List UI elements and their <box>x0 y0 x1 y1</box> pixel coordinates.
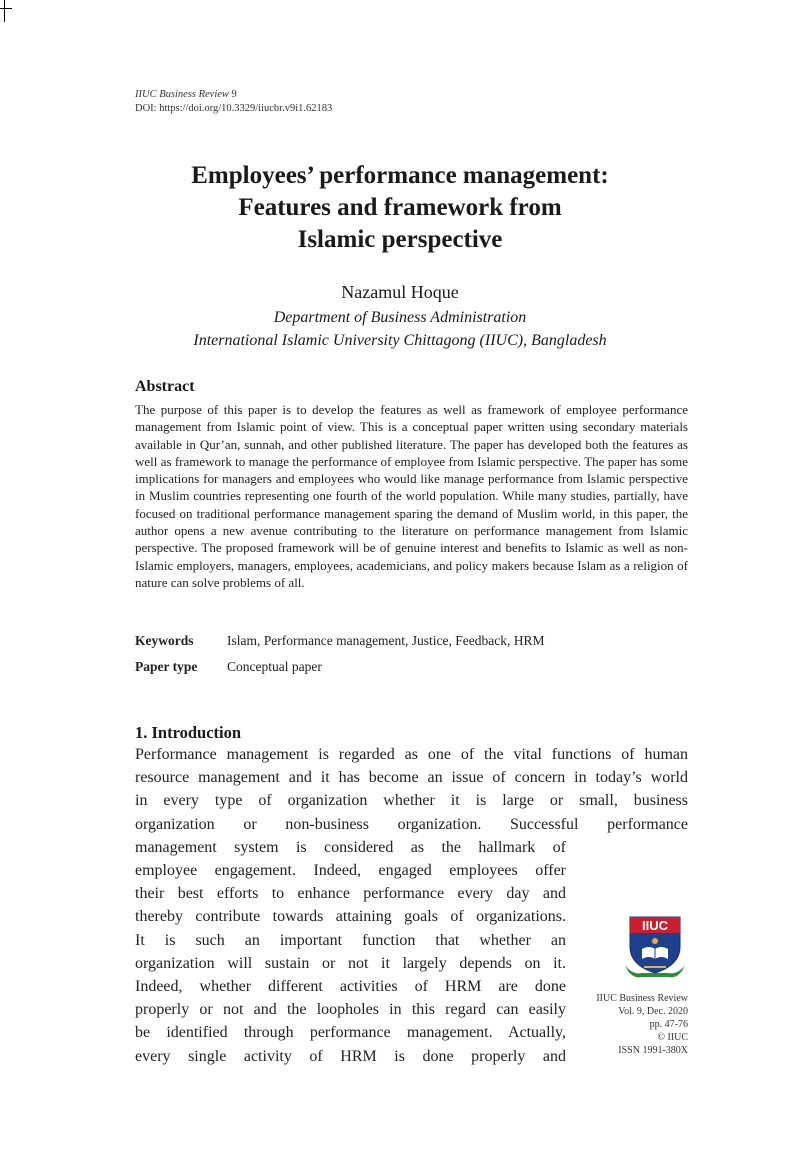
iiuc-logo <box>622 913 688 981</box>
title-line: Employees’ performance management: <box>191 162 609 189</box>
author-department: Department of Business Administration <box>273 309 527 326</box>
intro-line: management system is considered as the hallmark of <box>135 838 566 856</box>
keywords-value: Islam, Performance management, Justice, Feedback, HRM <box>227 633 545 648</box>
journal-info-sidebar <box>580 992 688 1057</box>
title-line: Features and framework from <box>238 194 562 221</box>
header-doi[interactable]: DOI: https://doi.org/10.3329/iiucbr.v9i1.62183 <box>135 103 333 114</box>
sidebar-volume: Vol. 9, Dec. 2020 <box>618 1006 688 1017</box>
logo-text: IIUC <box>642 918 668 933</box>
abstract-text: The purpose of this paper is to develop the features as well as framework of employee performance management from Islamic point of view. This is a conceptual paper written using secondary materials available in Qur’an, sunnah, and other published literature. The paper has developed both the features as well as framework to manage the performance of employee from Islamic perspective. The paper has some implications for managers and employees who would like manage performance from Islamic perspective in Muslim countries representing one fourth of the world population. While many studies, partially, have focused on traditional performance management sparing the demand of Muslim world, in this paper, the author opens a new avenue contributing to the literature on performance management from Islamic perspective. The proposed framework will be of genuine interest and benefits to Islamic as well as non-Islamic employers, managers, employees, academicians, and policy makers because Islam as a religion of nature can solve problems of all. <box>135 402 688 590</box>
sidebar-pages: pp. 47-76 <box>649 1019 688 1030</box>
abstract-heading: Abstract <box>135 378 195 395</box>
running-header <box>135 88 332 116</box>
author-university: International Islamic University Chittagong (IIUC), Bangladesh <box>193 332 607 349</box>
intro-line: organization will sustain or not it largely depends on it. <box>135 954 566 972</box>
intro-line: organization or non-business organization. Successful performance <box>135 815 688 833</box>
intro-line: be identified through performance management. Actually, <box>135 1024 566 1042</box>
intro-line: in every type of organization whether it is large or small, business <box>135 792 688 810</box>
paper-title <box>0 160 800 256</box>
intro-line: employee engagement. Indeed, engaged employees offer <box>135 862 566 880</box>
iiuc-shield-icon <box>622 913 688 981</box>
sidebar-issn: ISSN 1991-380X <box>618 1045 688 1056</box>
intro-line: every single activity of HRM is done properly and <box>135 1047 566 1065</box>
sidebar-copyright: © IIUC <box>657 1032 688 1043</box>
header-page-number: 9 <box>231 89 237 100</box>
intro-line: resource management and it has become an issue of concern in today’s world <box>135 769 688 787</box>
keywords-label: Keywords <box>135 633 194 648</box>
sidebar-journal: IIUC Business Review <box>596 993 688 1004</box>
title-line: Islamic perspective <box>297 226 503 253</box>
intro-line: It is such an important function that whether an <box>135 931 566 949</box>
intro-line: Performance management is regarded as one of the vital functions of human <box>135 746 688 763</box>
intro-line: thereby contribute towards attaining goals of organizations. <box>135 908 566 926</box>
intro-line: their best efforts to enhance performance every day and <box>135 885 566 903</box>
paper-type-label: Paper type <box>135 659 198 674</box>
crop-mark <box>0 0 14 24</box>
intro-line: Indeed, whether different activities of HRM are done <box>135 978 566 996</box>
author-name: Nazamul Hoque <box>341 282 459 302</box>
introduction-heading: 1. Introduction <box>135 723 242 742</box>
intro-line: properly or not and the loopholes in this regard can easily <box>135 1001 566 1019</box>
header-journal: IIUC Business Review <box>135 89 229 100</box>
paper-type-value: Conceptual paper <box>227 659 322 674</box>
